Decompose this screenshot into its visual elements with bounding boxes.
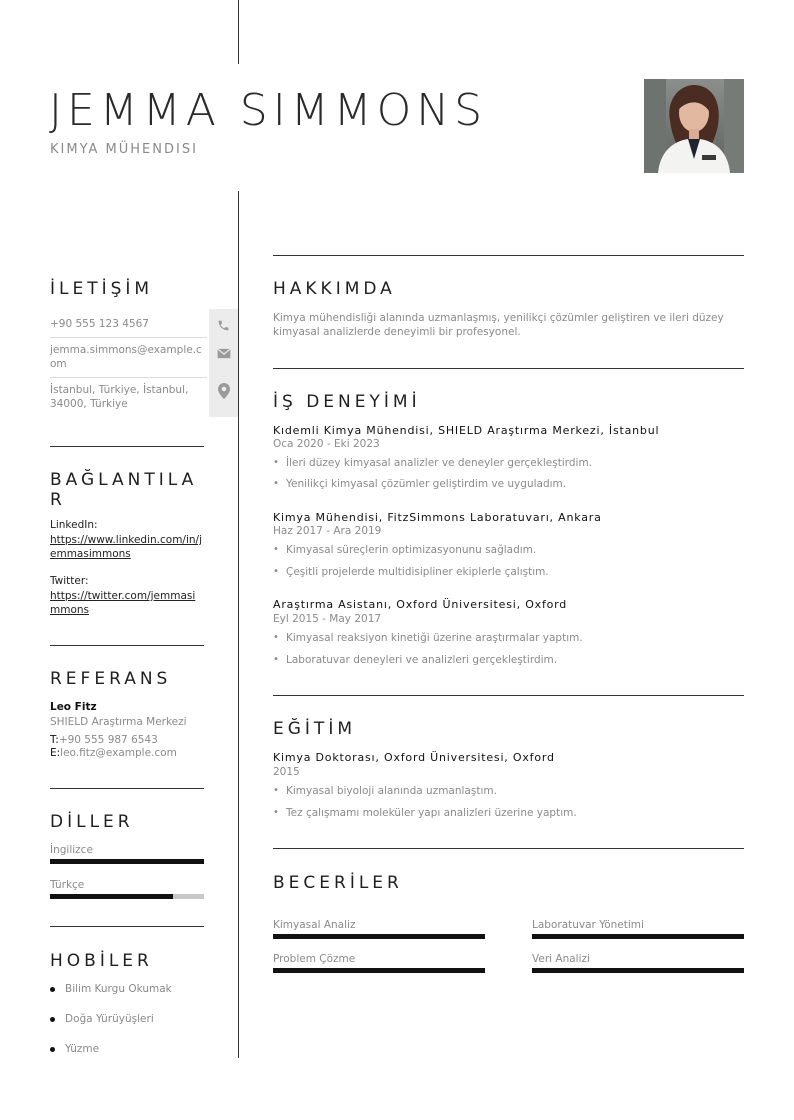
degree-year: 2015	[273, 766, 300, 778]
reference-phone[interactable]: +90 555 987 6543	[58, 734, 158, 746]
about-heading: HAKKIMDA	[273, 279, 396, 299]
bullet-dot-icon	[50, 1017, 55, 1022]
contact-icon-column	[209, 309, 238, 417]
hobbies-heading: HOBİLER	[50, 951, 153, 971]
bullet-dot-icon	[50, 1047, 55, 1052]
job-bullet	[273, 457, 592, 469]
contact-address: İstanbul, Türkiye, İstanbul, 34000, Türkiye	[50, 384, 189, 410]
job-bullet	[273, 544, 536, 556]
hobby-item	[50, 1013, 154, 1025]
job-bullet	[273, 632, 583, 644]
reference-phone-label: T:	[50, 734, 59, 746]
links-heading: BAĞLANTILAR	[50, 470, 198, 510]
reference-email-row	[50, 746, 177, 760]
references-heading: REFERANS	[50, 669, 172, 689]
reference-email-label: E:	[50, 747, 61, 759]
contact-divider	[50, 377, 207, 378]
bullet-icon: •	[273, 654, 279, 665]
contact-divider	[50, 337, 207, 338]
bullet-text: Kimyasal süreçlerin optimizasyonunu sağladım.	[286, 544, 537, 556]
hobby-item	[50, 983, 172, 995]
language-level-fill	[50, 859, 204, 864]
hobby-item	[50, 1043, 99, 1055]
left-section-divider	[50, 788, 204, 789]
bullet-icon: •	[273, 457, 279, 468]
candidate-title: KIMYA MÜHENDISI	[50, 142, 198, 157]
hobby-label: Yüzme	[65, 1043, 100, 1055]
job-title: Kimya Mühendisi, FitzSimmons Laboratuvarı, Ankara	[273, 511, 602, 524]
right-section-divider	[273, 695, 744, 696]
reference-email[interactable]: leo.fitz@example.com	[60, 747, 177, 759]
skill-level-fill	[273, 968, 485, 973]
education-bullet	[273, 807, 577, 819]
job-title: Araştırma Asistanı, Oxford Üniversitesi, Oxford	[273, 598, 568, 611]
left-section-divider	[50, 645, 204, 646]
bullet-icon: •	[273, 632, 279, 643]
envelope-icon	[209, 337, 238, 369]
language-name: İngilizce	[50, 844, 93, 856]
contact-email[interactable]: jemma.simmons@example.com	[50, 344, 202, 370]
linkedin-label: LinkedIn:	[50, 519, 98, 531]
hobby-label: Bilim Kurgu Okumak	[65, 983, 172, 995]
about-line: kimyasal analizlerde deneyimli bir profesyonel.	[273, 326, 521, 338]
hobby-label: Doğa Yürüyüşleri	[65, 1013, 154, 1025]
skill-level-fill	[532, 934, 744, 939]
languages-heading: DİLLER	[50, 812, 134, 832]
bullet-text: Kimyasal reaksiyon kinetiği üzerine araştırmalar yaptım.	[286, 632, 583, 644]
bullet-dot-icon	[50, 987, 55, 992]
right-section-divider	[273, 368, 744, 369]
job-dates: Oca 2020 - Eki 2023	[273, 438, 380, 450]
education-heading: EĞİTİM	[273, 719, 356, 739]
twitter-label: Twitter:	[50, 575, 89, 587]
language-level-bar	[50, 894, 204, 899]
twitter-link[interactable]: https://twitter.com/jemmasimmons	[50, 590, 196, 616]
reference-name: Leo Fitz	[50, 701, 97, 713]
language-name: Türkçe	[50, 879, 85, 891]
bullet-text: Çeşitli projelerde multidisipliner ekiplerle çalıştım.	[286, 566, 549, 578]
skill-level-fill	[532, 968, 744, 973]
skills-heading: BECERİLER	[273, 873, 403, 893]
bullet-icon: •	[273, 544, 279, 555]
job-bullet	[273, 478, 566, 490]
job-bullet	[273, 654, 557, 666]
top-vertical-divider	[238, 0, 239, 64]
skill-name: Laboratuvar Yönetimi	[532, 919, 644, 931]
bullet-icon: •	[273, 785, 279, 796]
bullet-text: Yenilikçi kimyasal çözümler geliştirdim ve uyguladım.	[286, 478, 567, 490]
bullet-text: İleri düzey kimyasal analizler ve deneyler gerçekleştirdim.	[286, 457, 593, 469]
reference-org: SHIELD Araştırma Merkezi	[50, 716, 187, 728]
bullet-text: Kimyasal biyoloji alanında uzmanlaştım.	[286, 785, 497, 797]
about-line: Kimya mühendisliği alanında uzmanlaşmış, yenilikçi çözümler geliştiren ve ileri düzey	[273, 312, 724, 324]
reference-phone-row	[50, 733, 158, 747]
right-section-divider	[273, 848, 744, 849]
map-pin-icon	[209, 375, 238, 407]
language-level-bar	[50, 859, 204, 864]
job-title: Kıdemli Kimya Mühendisi, SHIELD Araştırma Merkezi, İstanbul	[273, 424, 660, 437]
left-section-divider	[50, 446, 204, 447]
skill-name: Veri Analizi	[532, 953, 590, 965]
degree-title: Kimya Doktorası, Oxford Üniversitesi, Oxford	[273, 751, 555, 764]
linkedin-link[interactable]: https://www.linkedin.com/in/jemmasimmons	[50, 534, 202, 560]
skill-name: Problem Çözme	[273, 953, 356, 965]
experience-heading: İŞ DENEYİMİ	[273, 392, 421, 412]
profile-photo	[644, 79, 744, 173]
skill-level-bar	[532, 934, 744, 939]
bullet-icon: •	[273, 478, 279, 489]
job-dates: Eyl 2015 - May 2017	[273, 613, 382, 625]
right-section-divider	[273, 255, 744, 256]
skill-name: Kimyasal Analiz	[273, 919, 356, 931]
skill-level-bar	[532, 968, 744, 973]
bullet-text: Laboratuvar deneyleri ve analizleri gerçekleştirdim.	[286, 654, 558, 666]
contact-heading: İLETİŞİM	[50, 279, 154, 299]
bullet-text: Tez çalışmamı moleküler yapı analizleri üzerine yaptım.	[286, 807, 577, 819]
candidate-name: JEMMA SIMMONS	[49, 85, 488, 136]
left-section-divider	[50, 926, 204, 927]
job-bullet	[273, 566, 549, 578]
skill-level-fill	[273, 934, 485, 939]
bullet-icon: •	[273, 566, 279, 577]
contact-phone[interactable]: +90 555 123 4567	[50, 318, 149, 330]
education-bullet	[273, 785, 497, 797]
main-vertical-divider	[238, 191, 239, 1058]
bullet-icon: •	[273, 807, 279, 818]
skill-level-bar	[273, 934, 485, 939]
language-level-fill	[50, 894, 173, 899]
skill-level-bar	[273, 968, 485, 973]
job-dates: Haz 2017 - Ara 2019	[273, 525, 382, 537]
